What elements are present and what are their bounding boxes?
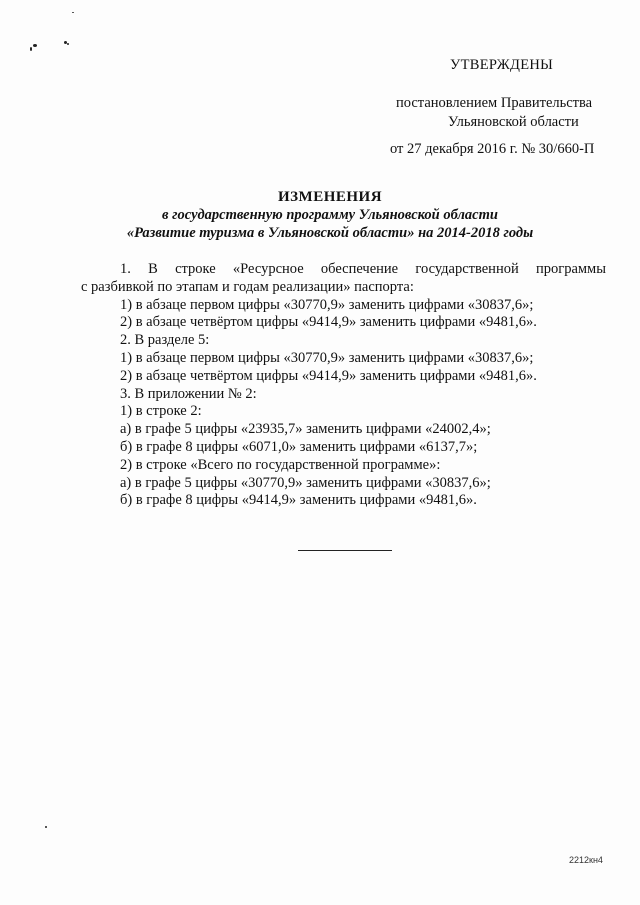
title-main: ИЗМЕНЕНИЯ (277, 189, 383, 205)
item-3: 3. В приложении № 2: (120, 385, 257, 402)
document-body (81, 261, 606, 510)
scan-speck (45, 826, 47, 828)
item-3-sub-2b: б) в графе 8 цифры «9414,9» заменить цифрами «9481,6». (120, 492, 477, 509)
document-title (60, 188, 600, 242)
scan-speck (67, 43, 69, 45)
scan-speck (30, 47, 32, 51)
scan-speck (72, 12, 74, 13)
item-3-sub-2a: а) в графе 5 цифры «30770,9» заменить цифрами «30837,6»; (120, 474, 491, 491)
document-code: 2212кн4 (569, 855, 603, 865)
item-1-first-line (83, 261, 606, 279)
title-line-2: в государственную программу Ульяновской области (162, 207, 498, 223)
item-3-sub-1b: б) в графе 8 цифры «6071,0» заменить цифрами «6137,7»; (120, 438, 478, 455)
item-3-sub-2: 2) в строке «Всего по государственной программе»: (120, 456, 441, 473)
item-1-word: программы (535, 261, 606, 277)
approval-heading: УТВЕРЖДЕНЫ (450, 57, 554, 73)
item-1-word: строке (175, 261, 216, 277)
item-1-continuation: с разбивкой по этапам и годам реализации» паспорта: (81, 278, 414, 295)
title-line-3: «Развитие туризма в Ульяновской области» на 2014-2018 годы (126, 225, 534, 241)
item-3-sub-1: 1) в строке 2: (120, 403, 202, 420)
scan-speck (33, 44, 37, 47)
item-1-word: государственной (415, 261, 519, 277)
item-1-word: «Ресурсное (232, 261, 304, 277)
item-1-word: обеспечение (320, 261, 399, 277)
item-2: 2. В разделе 5: (120, 332, 210, 349)
end-divider (298, 550, 392, 551)
item-2-sub-2: 2) в абзаце четвёртом цифры «9414,9» заменить цифрами «9481,6». (120, 367, 537, 384)
approval-line-1: постановлением Правительства (396, 95, 593, 111)
item-3-sub-1a: а) в графе 5 цифры «23935,7» заменить цифрами «24002,4»; (120, 421, 491, 438)
item-1-word: 1. (120, 261, 131, 277)
item-1-word: В (148, 261, 158, 277)
item-1-sub-1: 1) в абзаце первом цифры «30770,9» заменить цифрами «30837,6»; (120, 296, 534, 313)
approval-line-3: от 27 декабря 2016 г. № 30/660-П (390, 141, 595, 157)
approval-line-2: Ульяновской области (448, 114, 579, 130)
item-1-sub-2: 2) в абзаце четвёртом цифры «9414,9» заменить цифрами «9481,6». (120, 314, 537, 331)
item-2-sub-1: 1) в абзаце первом цифры «30770,9» заменить цифрами «30837,6»; (120, 349, 534, 366)
